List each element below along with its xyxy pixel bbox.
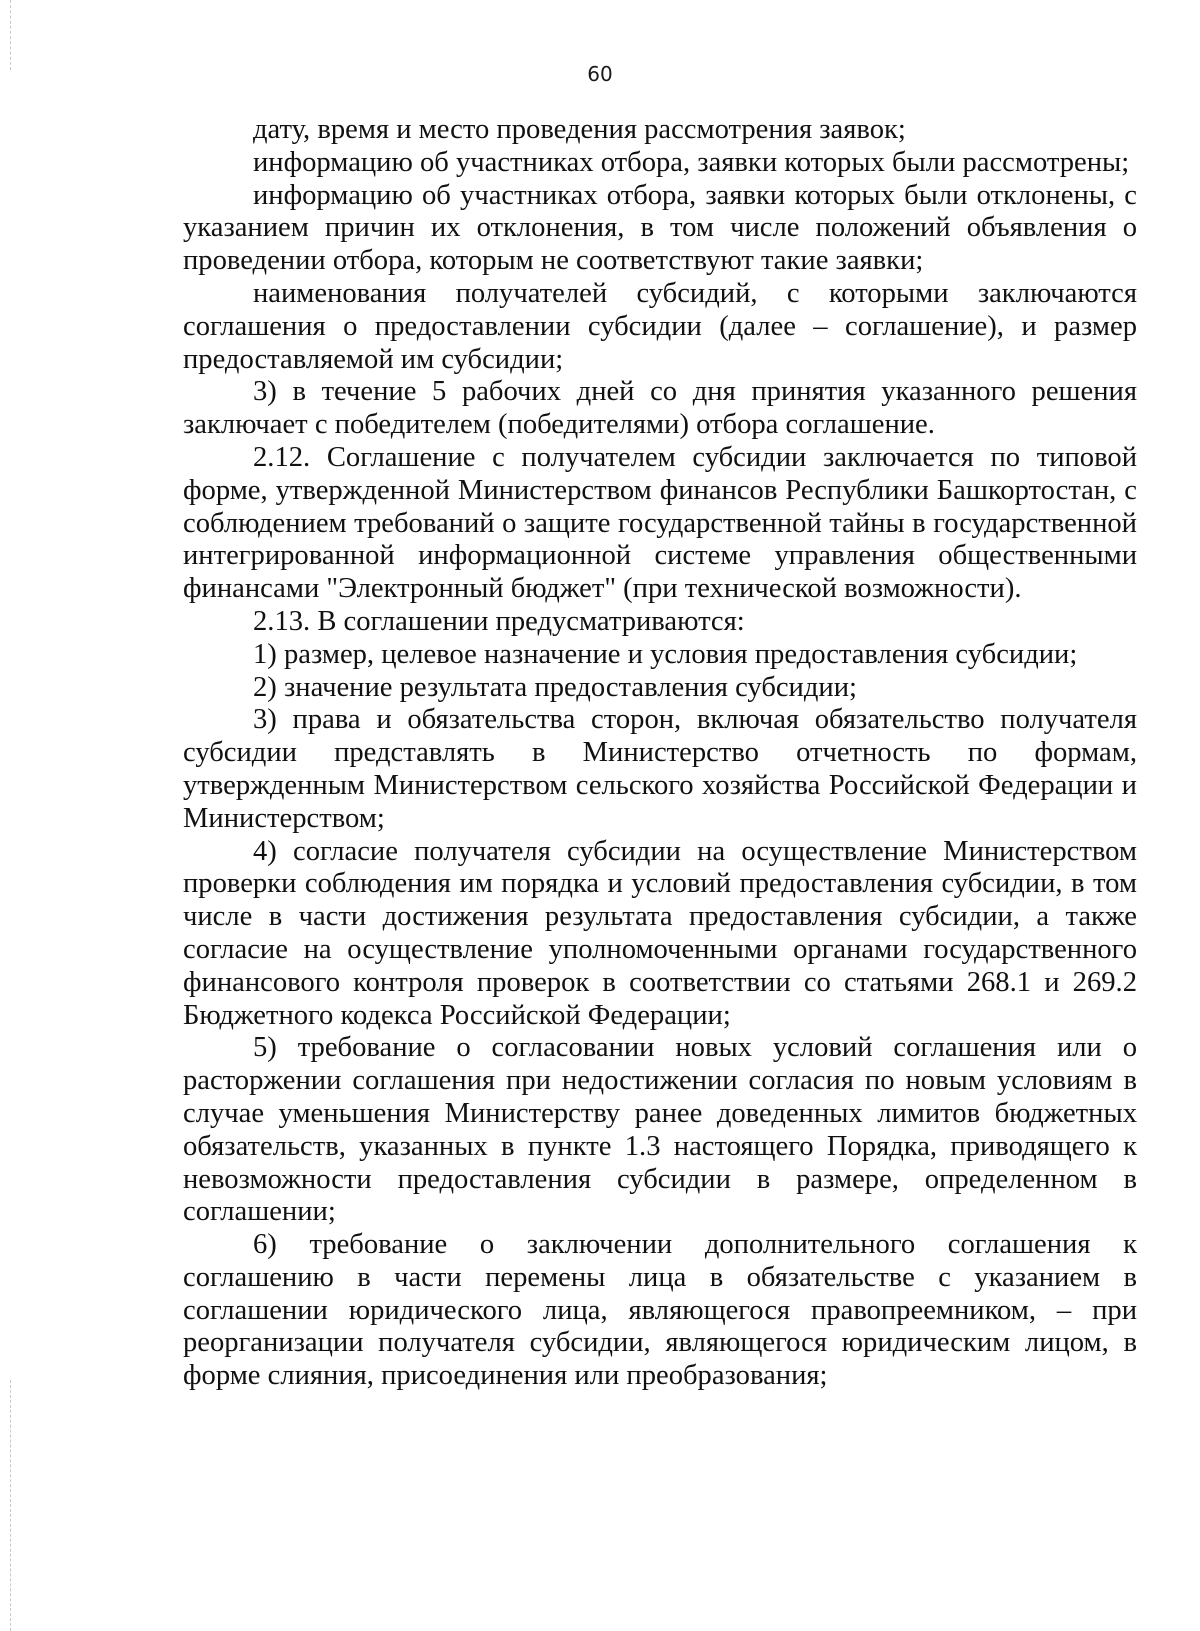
document-body [183, 114, 1137, 1393]
paragraph-section-2-12: 2.12. Соглашение с получателем субсидии заключается по типовой форме, утвержденной Министерством финансов Республики Башкортостан, с соблюдением требований о защите государственной тайны в государственной интегрированной информационной системе управления общественными финансами "Электронный бюджет" (при технической возможности). [183, 441, 1137, 605]
page-number: 60 [587, 62, 613, 86]
paragraph-item-4: 4) согласие получателя субсидии на осуществление Министерством проверки соблюдения им порядка и условий предоставления субсидии, в том числе в части достижения результата предоставления субсидии, а также согласие на осуществление уполномоченными органами государственного финансового контроля проверок в соответствии со статьями 268.1 и 269.2 Бюджетного кодекса Российской Федерации; [183, 835, 1137, 1031]
paragraph-item-3-agreement-term: 3) в течение 5 рабочих дней со дня принятия указанного решения заключает с победителем (победителями) отбора соглашение. [183, 376, 1137, 441]
paragraph-item-5: 5) требование о согласовании новых условий соглашения или о расторжении соглашения при недостижении согласия по новым условиям в случае уменьшения Министерству ранее доведенных лимитов бюджетных обязательств, указанных в пункте 1.3 настоящего Порядка, приводящего к невозможности предоставления субсидии в размере, определенном в соглашении; [183, 1032, 1137, 1228]
scan-edge-mark-bottom [10, 1380, 11, 1631]
paragraph-meeting-details: дату, время и место проведения рассмотрения заявок; [253, 114, 906, 145]
paragraph-item-2: 2) значение результата предоставления субсидии; [253, 671, 857, 703]
paragraph-reviewed-participants: информацию об участниках отбора, заявки которых были рассмотрены; [253, 146, 1130, 178]
scan-edge-mark-top [10, 0, 11, 70]
paragraph-item-6: 6) требование о заключении дополнительного соглашения к соглашению в части перемены лица в обязательстве с указанием в соглашении юридического лица, являющегося правопреемником, – при реорганизации получателя субсидии, являющегося юридическим лицом, в форме слияния, присоединения или преобразования; [183, 1229, 1137, 1392]
paragraph-section-2-13: 2.13. В соглашении предусматриваются: [253, 605, 745, 637]
paragraph-item-3: 3) права и обязательства сторон, включая обязательство получателя субсидии представлять в Министерство отчетность по формам, утвержденным Министерством сельского хозяйства Российской Федерации и Министерством; [183, 704, 1137, 834]
paragraph-recipients: наименования получателей субсидий, с которыми заключаются соглашения о предоставлении субсидии (далее – соглашение), и размер предоставляемой им субсидии; [183, 277, 1137, 375]
paragraph-item-1: 1) размер, целевое назначение и условия предоставления субсидии; [253, 638, 1078, 670]
paragraph-rejected-participants: информацию об участниках отбора, заявки которых были отклонены, с указанием причин их отклонения, в том числе положений объявления о проведении отбора, которым не соответствуют такие заявки; [183, 179, 1137, 277]
